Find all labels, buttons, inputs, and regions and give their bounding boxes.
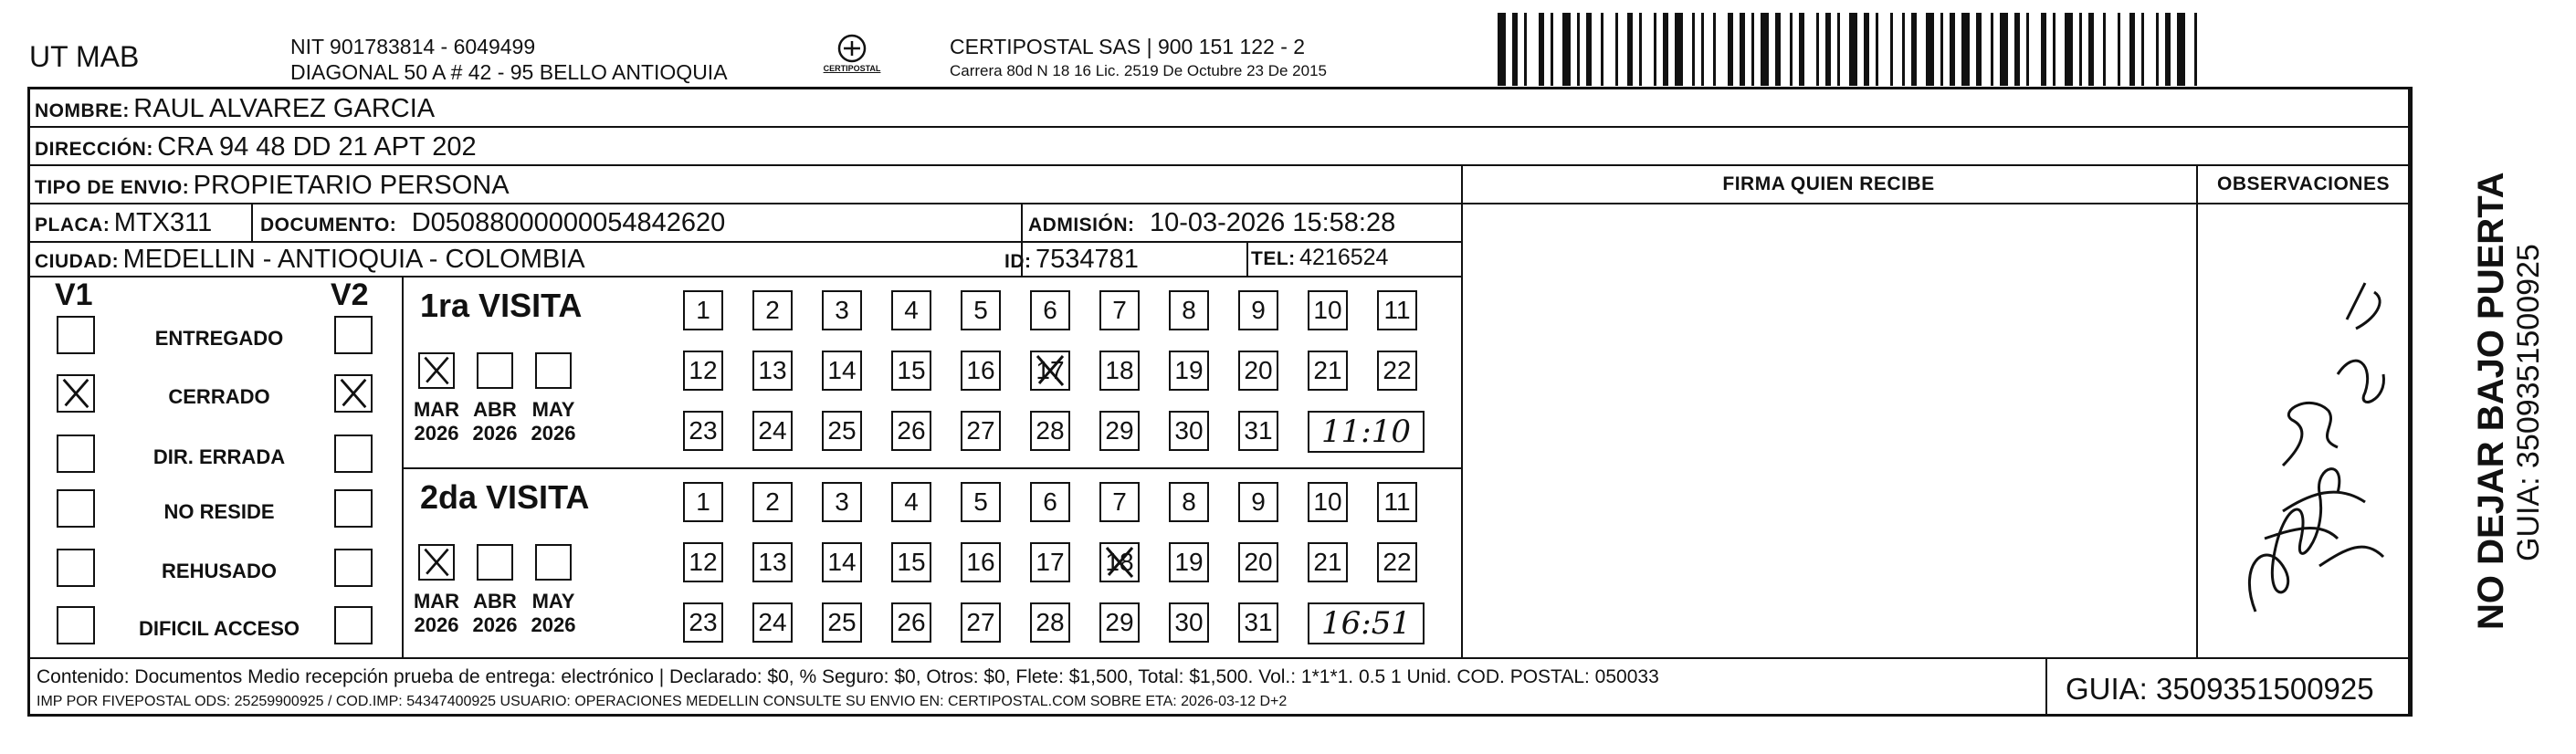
barcode-bar (1751, 13, 1754, 86)
barcode-bar (1976, 13, 1982, 86)
day-box[interactable]: 24 (752, 411, 793, 451)
month-label: MAR (413, 398, 460, 421)
day-box[interactable]: 1 (683, 290, 723, 330)
documento-label: DOCUMENTO: (260, 215, 397, 236)
barcode-bar (2156, 13, 2159, 86)
day-box[interactable]: 24 (752, 602, 793, 643)
barcode-bar (1701, 13, 1704, 86)
barcode-bar (1775, 13, 1781, 86)
id-label: ID: (1004, 251, 1032, 272)
day-box[interactable]: 6 (1030, 290, 1070, 330)
month-label: MAY (531, 398, 575, 421)
day-box[interactable]: 30 (1169, 411, 1209, 451)
ciudad-value: MEDELLIN - ANTIOQUIA - COLOMBIA (122, 245, 585, 274)
barcode-bar (1627, 13, 1633, 86)
day-box[interactable]: 22 (1377, 542, 1417, 582)
day-box[interactable]: 10 (1308, 482, 1348, 522)
v1-checkbox[interactable] (57, 606, 95, 644)
barcode-bar (1825, 13, 1831, 86)
day-box[interactable]: 11 (1377, 482, 1417, 522)
status-option-label: CERRADO (168, 385, 270, 408)
visit-time: 16:51 (1308, 602, 1425, 644)
barcode (1498, 13, 2210, 86)
barcode-bar (1849, 13, 1857, 86)
day-box[interactable]: 30 (1169, 602, 1209, 643)
direccion-row (35, 132, 477, 162)
ciudad-label: CIUDAD: (35, 251, 120, 272)
barcode-bar (1876, 13, 1878, 86)
day-box[interactable]: 27 (961, 602, 1001, 643)
nombre-value: RAUL ALVAREZ GARCIA (133, 94, 436, 123)
day-box[interactable]: 17 (1030, 542, 1070, 582)
admision-value: 10-03-2026 15:58:28 (1149, 208, 1396, 237)
barcode-bar (1961, 13, 1970, 86)
admision-label: ADMISIÓN: (1028, 215, 1135, 236)
barcode-bar (1761, 13, 1769, 86)
documento-value: D05088000000054842620 (411, 208, 726, 237)
day-box[interactable]: 28 (1030, 411, 1070, 451)
day-box[interactable]: 29 (1099, 602, 1140, 643)
side-warning: NO DEJAR BAJO PUERTA (2471, 172, 2511, 630)
status-option-label: DIFICIL ACCESO (138, 617, 300, 640)
day-box[interactable]: 13 (752, 351, 793, 391)
placa-label: PLACA: (35, 215, 110, 236)
barcode-bar (2041, 13, 2046, 86)
barcode-bar (1615, 13, 1618, 86)
v1-checkbox[interactable] (57, 316, 95, 354)
placa-value: MTX311 (113, 208, 213, 237)
day-box[interactable]: 5 (961, 290, 1001, 330)
barcode-bar (1790, 13, 1793, 86)
barcode-bar (2177, 13, 2185, 86)
barcode-bar (2103, 13, 2106, 86)
status-option-label: DIR. ERRADA (152, 445, 286, 468)
day-box[interactable]: 7 (1099, 482, 1140, 522)
nombre-label: NOMBRE: (35, 100, 130, 121)
barcode-bar (1799, 13, 1804, 86)
barcode-bar (1639, 13, 1642, 86)
v2-checkbox[interactable] (334, 374, 373, 413)
day-box[interactable]: 19 (1169, 351, 1209, 391)
admision-row (1028, 208, 1395, 238)
day-box[interactable]: 8 (1169, 290, 1209, 330)
day-box[interactable]: 2 (752, 482, 793, 522)
barcode-bar (1586, 13, 1592, 86)
day-box[interactable]: 23 (683, 602, 723, 643)
status-option-label: NO RESIDE (163, 500, 275, 523)
barcode-bar (1577, 13, 1580, 86)
day-box[interactable]: 25 (822, 411, 862, 451)
day-box[interactable]: 18 (1099, 542, 1140, 582)
barcode-bar (1837, 13, 1840, 86)
month-label: MAR (413, 590, 460, 613)
id-row (1004, 245, 1139, 275)
month-label: ABR (473, 398, 517, 421)
month-checkbox[interactable] (477, 352, 513, 389)
day-box[interactable]: 26 (891, 602, 931, 643)
day-box[interactable]: 21 (1308, 351, 1348, 391)
v2-checkbox[interactable] (334, 549, 373, 587)
v2-checkbox[interactable] (334, 316, 373, 354)
day-check-mark (1032, 352, 1068, 389)
day-box[interactable]: 3 (822, 290, 862, 330)
day-box[interactable]: 13 (752, 542, 793, 582)
barcode-bar (1991, 13, 1993, 86)
day-box[interactable]: 6 (1030, 482, 1070, 522)
month-label: ABR (473, 590, 517, 613)
month-checkbox[interactable] (535, 544, 572, 581)
id-value: 7534781 (1035, 245, 1139, 274)
barcode-bar (2129, 13, 2135, 86)
barcode-bar (2065, 13, 2073, 86)
barcode-bar (1713, 13, 1716, 86)
barcode-bar (1601, 13, 1603, 86)
firma-header: FIRMA QUIEN RECIBE (1722, 173, 1935, 194)
month-checkbox[interactable] (535, 352, 572, 389)
day-box[interactable]: 14 (822, 542, 862, 582)
barcode-bar (1890, 13, 1893, 86)
v1-checkbox[interactable] (57, 489, 95, 528)
v2-checkbox[interactable] (334, 489, 373, 528)
v1-header: V1 (55, 278, 93, 312)
day-box[interactable]: 12 (683, 542, 723, 582)
footer-guia: GUIA: 3509351500925 (2066, 672, 2374, 706)
day-box[interactable]: 2 (752, 290, 793, 330)
year-label: 2026 (472, 613, 518, 636)
barcode-bar (2165, 13, 2171, 86)
barcode-bar (1950, 13, 1955, 86)
barcode-bar (1816, 13, 1819, 86)
v2-checkbox[interactable] (334, 606, 373, 644)
barcode-bar (2053, 13, 2056, 86)
day-box[interactable]: 14 (822, 351, 862, 391)
visit-time: 11:10 (1308, 411, 1425, 453)
day-box[interactable]: 7 (1099, 290, 1140, 330)
day-box[interactable]: 15 (891, 542, 931, 582)
year-label: 2026 (414, 422, 459, 445)
day-box[interactable]: 11 (1377, 290, 1417, 330)
day-box[interactable]: 29 (1099, 411, 1140, 451)
imp-text: IMP POR FIVEPOSTAL ODS: 25259900925 / COD.IMP: 54347400925 USUARIO: OPERACIONES MEDELLIN CONSULTE SU ENVIO EN: CERTIPOSTAL.COM SOBRE ETA: 2026-03-12 D+2 (37, 694, 1288, 709)
v2-checkbox[interactable] (334, 435, 373, 473)
day-box[interactable]: 31 (1238, 411, 1278, 451)
month-checkbox[interactable] (477, 544, 513, 581)
day-box[interactable]: 28 (1030, 602, 1070, 643)
visit-title: 2da VISITA (420, 478, 590, 516)
certipostal-logo (820, 33, 884, 79)
v1-checkbox[interactable] (57, 549, 95, 587)
status-option-label: REHUSADO (162, 560, 277, 582)
day-box[interactable]: 12 (683, 351, 723, 391)
company-address: DIAGONAL 50 A # 42 - 95 BELLO ANTIOQUIA (290, 60, 728, 84)
barcode-bar (1911, 13, 1917, 86)
day-box[interactable]: 23 (683, 411, 723, 451)
barcode-bar (1551, 13, 1553, 86)
recipient-signature (2228, 265, 2402, 630)
v1-checkbox[interactable] (57, 435, 95, 473)
placa-row (35, 208, 212, 238)
barcode-bar (1512, 13, 1518, 86)
barcode-bar (1692, 13, 1695, 86)
day-box[interactable]: 9 (1238, 482, 1278, 522)
barcode-bar (1675, 13, 1683, 86)
day-box[interactable]: 21 (1308, 542, 1348, 582)
tipo-row (35, 171, 510, 201)
day-box[interactable]: 15 (891, 351, 931, 391)
day-box[interactable]: 18 (1099, 351, 1140, 391)
barcode-bar (2026, 13, 2029, 86)
day-box[interactable]: 5 (961, 482, 1001, 522)
barcode-bar (1539, 13, 1544, 86)
day-box[interactable]: 27 (961, 411, 1001, 451)
barcode-bar (1902, 13, 1905, 86)
day-box[interactable]: 3 (822, 482, 862, 522)
day-box[interactable]: 4 (891, 482, 931, 522)
day-box[interactable]: 16 (961, 542, 1001, 582)
day-box[interactable]: 26 (891, 411, 931, 451)
nombre-row (35, 94, 435, 124)
barcode-bar (2088, 13, 2094, 86)
tel-row (1251, 245, 1388, 271)
day-box[interactable]: 16 (961, 351, 1001, 391)
tipo-label: TIPO DE ENVIO: (35, 177, 190, 198)
day-box[interactable]: 4 (891, 290, 931, 330)
barcode-bar (1663, 13, 1668, 86)
barcode-bar (1524, 13, 1527, 86)
observaciones-header: OBSERVACIONES (2217, 173, 2390, 194)
day-box[interactable]: 22 (1377, 351, 1417, 391)
year-label: 2026 (531, 613, 576, 636)
side-guia: GUIA: 3509351500925 (2511, 244, 2546, 561)
month-label: MAY (531, 590, 575, 613)
direccion-label: DIRECCIÓN: (35, 139, 153, 160)
barcode-bar (2079, 13, 2082, 86)
v1-checkbox[interactable] (57, 374, 95, 413)
tipo-value: PROPIETARIO PERSONA (193, 171, 510, 200)
day-box[interactable]: 20 (1238, 542, 1278, 582)
company-name: UT MAB (29, 40, 140, 73)
visit-title: 1ra VISITA (420, 287, 583, 324)
day-check-mark (1101, 544, 1138, 581)
barcode-bar (1740, 13, 1745, 86)
day-box[interactable]: 8 (1169, 482, 1209, 522)
barcode-bar (1654, 13, 1656, 86)
day-box[interactable]: 9 (1238, 290, 1278, 330)
barcode-bar (2014, 13, 2020, 86)
contenido-text: Contenido: Documentos Medio recepción prueba de entrega: electrónico | Declarado: $0, % Seguro: $0, Otros: $0, Flete: $1,500, Total: $1,500. Vol.: 1*1*1. 0.5 1 Unid. COD. POSTAL: 050033 (37, 666, 1659, 687)
barcode-bar (1728, 13, 1733, 86)
status-option-label: ENTREGADO (154, 327, 284, 350)
certipostal-address: Carrera 80d N 18 16 Lic. 2519 De Octubre 23 De 2015 (950, 62, 1327, 79)
barcode-bar (2118, 13, 2120, 86)
direccion-value: CRA 94 48 DD 21 APT 202 (157, 132, 477, 162)
day-box[interactable]: 20 (1238, 351, 1278, 391)
barcode-bar (2000, 13, 2008, 86)
tel-value: 4216524 (1299, 245, 1389, 270)
month-checkbox[interactable] (418, 544, 455, 581)
month-checkbox[interactable] (418, 352, 455, 389)
barcode-bar (1940, 13, 1943, 86)
barcode-bar (1926, 13, 1934, 86)
v2-header: V2 (331, 278, 369, 312)
ciudad-row (35, 245, 585, 275)
day-box[interactable]: 25 (822, 602, 862, 643)
tel-label: TEL: (1251, 248, 1296, 269)
day-box[interactable]: 19 (1169, 542, 1209, 582)
barcode-bar (1498, 13, 1506, 86)
barcode-bar (2194, 13, 2197, 86)
logo-label: CERTIPOSTAL (823, 64, 881, 73)
day-box[interactable]: 1 (683, 482, 723, 522)
day-box[interactable]: 17 (1030, 351, 1070, 391)
documento-row (260, 208, 725, 238)
barcode-bar (1864, 13, 1869, 86)
day-box[interactable]: 31 (1238, 602, 1278, 643)
year-label: 2026 (414, 613, 459, 636)
year-label: 2026 (472, 422, 518, 445)
certipostal-title: CERTIPOSTAL SAS | 900 151 122 - 2 (950, 35, 1306, 58)
day-box[interactable]: 10 (1308, 290, 1348, 330)
barcode-bar (2141, 13, 2144, 86)
year-label: 2026 (531, 422, 576, 445)
company-nit: NIT 901783814 - 6049499 (290, 35, 536, 58)
barcode-bar (1562, 13, 1571, 86)
